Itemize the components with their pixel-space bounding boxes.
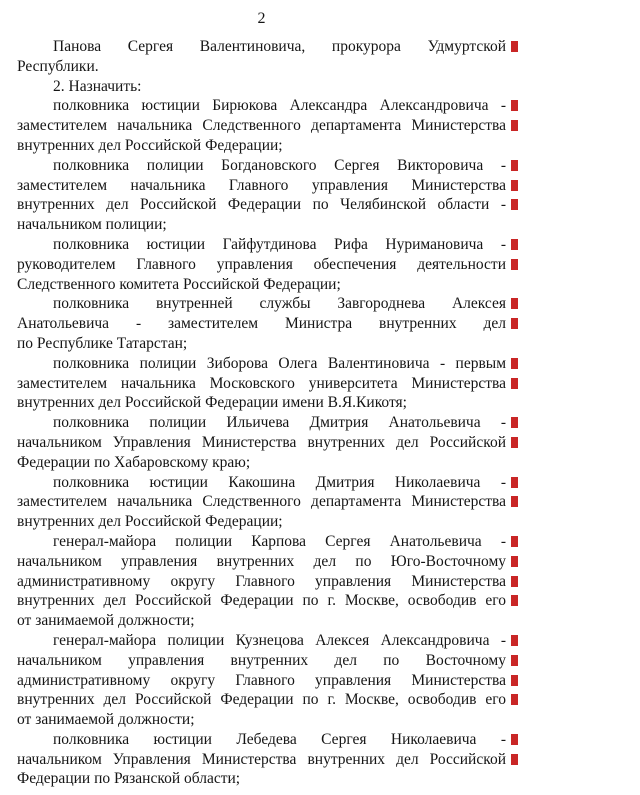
line-end-marker-icon: [511, 556, 518, 567]
text-line: [17, 433, 506, 453]
text-line: [17, 37, 506, 57]
text-line-content: полковника полиции Ильичева Дмитрия Анатольевича -: [53, 414, 506, 432]
paragraph: [17, 532, 506, 631]
text-line-content: внутренних дел Российской Федерации по Челябинской области -: [17, 196, 506, 214]
line-end-marker-icon: [511, 754, 518, 765]
text-line: [17, 334, 506, 354]
text-line: [17, 769, 506, 789]
text-line: [17, 611, 506, 631]
line-end-marker-icon: [511, 655, 518, 666]
text-line-content: Федерации по Хабаровскому краю;: [17, 453, 251, 471]
text-line: [17, 572, 506, 592]
text-line: [17, 215, 506, 235]
text-line-content: полковника полиции Зиборова Олега Валентиновича - первым: [53, 354, 506, 372]
text-line-content: полковника полиции Богдановского Сергея Викторовича -: [53, 156, 506, 174]
text-line-content: начальником полиции;: [17, 216, 167, 234]
text-line: [17, 354, 506, 374]
text-line: [17, 136, 506, 156]
text-line-content: административному округу Главного управления Министерства: [17, 671, 506, 689]
text-line: [17, 473, 506, 493]
line-end-marker-icon: [511, 180, 518, 191]
paragraph: [17, 294, 506, 353]
text-line: [17, 116, 506, 136]
text-line: [17, 176, 506, 196]
text-line-content: внутренних дел Российской Федерации;: [17, 513, 283, 531]
text-line-content: полковника юстиции Бирюкова Александра Александровича -: [53, 97, 506, 115]
text-line: [17, 156, 506, 176]
text-line: [17, 77, 506, 97]
paragraph: [17, 730, 506, 789]
text-line-content: руководителем Главного управления обеспечения деятельности: [17, 255, 506, 273]
text-line: [17, 413, 506, 433]
text-line: [17, 710, 506, 730]
line-end-marker-icon: [511, 576, 518, 587]
text-line: [17, 492, 506, 512]
text-line: [17, 393, 506, 413]
text-line-content: начальником Управления Министерства внутренних дел Российской: [17, 433, 506, 451]
line-end-marker-icon: [511, 437, 518, 448]
line-end-marker-icon: [511, 734, 518, 745]
text-line: [17, 532, 506, 552]
text-line: [17, 195, 506, 215]
line-end-marker-icon: [511, 694, 518, 705]
paragraph: [17, 413, 506, 472]
text-line: [17, 730, 506, 750]
text-line-content: от занимаемой должности;: [17, 711, 195, 729]
text-line: [17, 235, 506, 255]
text-line: [17, 453, 506, 473]
text-line-content: полковника внутренней службы Завгороднева Алексея: [53, 295, 506, 313]
text-line-content: генерал-майора полиции Кузнецова Алексея Александровича -: [53, 631, 506, 649]
text-line-content: полковника юстиции Гайфутдинова Рифа Нуримановича -: [53, 235, 506, 253]
text-line-content: заместителем начальника Главного управления Министерства: [17, 176, 506, 194]
paragraph: [17, 77, 506, 97]
text-line-content: по Республике Татарстан;: [17, 334, 188, 352]
text-line: [17, 631, 506, 651]
line-end-marker-icon: [511, 358, 518, 369]
line-end-marker-icon: [511, 100, 518, 111]
text-line-content: Федерации по Рязанской области;: [17, 770, 241, 788]
line-end-marker-icon: [511, 635, 518, 646]
line-end-marker-icon: [511, 536, 518, 547]
text-line: [17, 374, 506, 394]
text-line-content: Анатольевича - заместителем Министра внутренних дел: [17, 315, 506, 333]
paragraph: [17, 156, 506, 235]
text-line: [17, 651, 506, 671]
text-line-content: 2. Назначить:: [53, 77, 142, 95]
line-end-marker-icon: [511, 120, 518, 131]
text-line-content: Следственного комитета Российской Федерации;: [17, 275, 341, 293]
text-line: [17, 552, 506, 572]
line-end-marker-icon: [511, 41, 518, 52]
line-end-marker-icon: [511, 298, 518, 309]
text-line-content: начальником управления внутренних дел по Юго-Восточному: [17, 552, 506, 570]
text-line-content: начальником управления внутренних дел по Восточному: [17, 651, 506, 669]
document-body: [17, 37, 506, 789]
text-line: [17, 294, 506, 314]
paragraph: [17, 235, 506, 294]
text-line-content: заместителем начальника Следственного департамента Министерства: [17, 493, 506, 511]
text-line-content: генерал-майора полиции Карпова Сергея Анатольевича -: [53, 532, 506, 550]
text-line-content: внутренних дел Российской Федерации имени В.Я.Кикотя;: [17, 394, 407, 412]
paragraph: [17, 37, 506, 77]
line-end-marker-icon: [511, 496, 518, 507]
text-line: [17, 750, 506, 770]
line-end-marker-icon: [511, 378, 518, 389]
text-line: [17, 57, 506, 77]
paragraph: [17, 354, 506, 413]
line-end-marker-icon: [511, 239, 518, 250]
text-line-content: полковника юстиции Лебедева Сергея Николаевича -: [53, 730, 506, 748]
paragraph: [17, 96, 506, 155]
text-line: [17, 275, 506, 295]
text-line-content: заместителем начальника Следственного департамента Министерства: [17, 117, 506, 135]
line-end-marker-icon: [511, 318, 518, 329]
text-line: [17, 512, 506, 532]
line-end-marker-icon: [511, 675, 518, 686]
text-line-content: заместителем начальника Московского университета Министерства: [17, 374, 506, 392]
text-line-content: Панова Сергея Валентиновича, прокурора Удмуртской: [53, 38, 506, 55]
text-line-content: полковника юстиции Какошина Дмитрия Николаевича -: [53, 473, 506, 491]
text-line-content: административному округу Главного управления Министерства: [17, 572, 506, 590]
text-line: [17, 591, 506, 611]
page-number: 2: [257, 10, 266, 27]
text-line-content: начальником Управления Министерства внутренних дел Российской: [17, 750, 506, 768]
text-line: [17, 671, 506, 691]
line-end-marker-icon: [511, 259, 518, 270]
paragraph: [17, 473, 506, 532]
text-line: [17, 96, 506, 116]
line-end-marker-icon: [511, 199, 518, 210]
text-line: [17, 314, 506, 334]
text-line-content: от занимаемой должности;: [17, 612, 195, 630]
text-line-content: внутренних дел Российской Федерации по г. Москве, освободив его: [17, 691, 506, 709]
line-end-marker-icon: [511, 417, 518, 428]
line-end-marker-icon: [511, 477, 518, 488]
paragraph: [17, 631, 506, 730]
text-line-content: внутренних дел Российской Федерации;: [17, 136, 283, 154]
text-line-content: внутренних дел Российской Федерации по г. Москве, освободив его: [17, 592, 506, 610]
text-line: [17, 255, 506, 275]
line-end-marker-icon: [511, 595, 518, 606]
text-line-content: Республики.: [17, 57, 99, 75]
line-end-marker-icon: [511, 160, 518, 171]
text-line: [17, 690, 506, 710]
